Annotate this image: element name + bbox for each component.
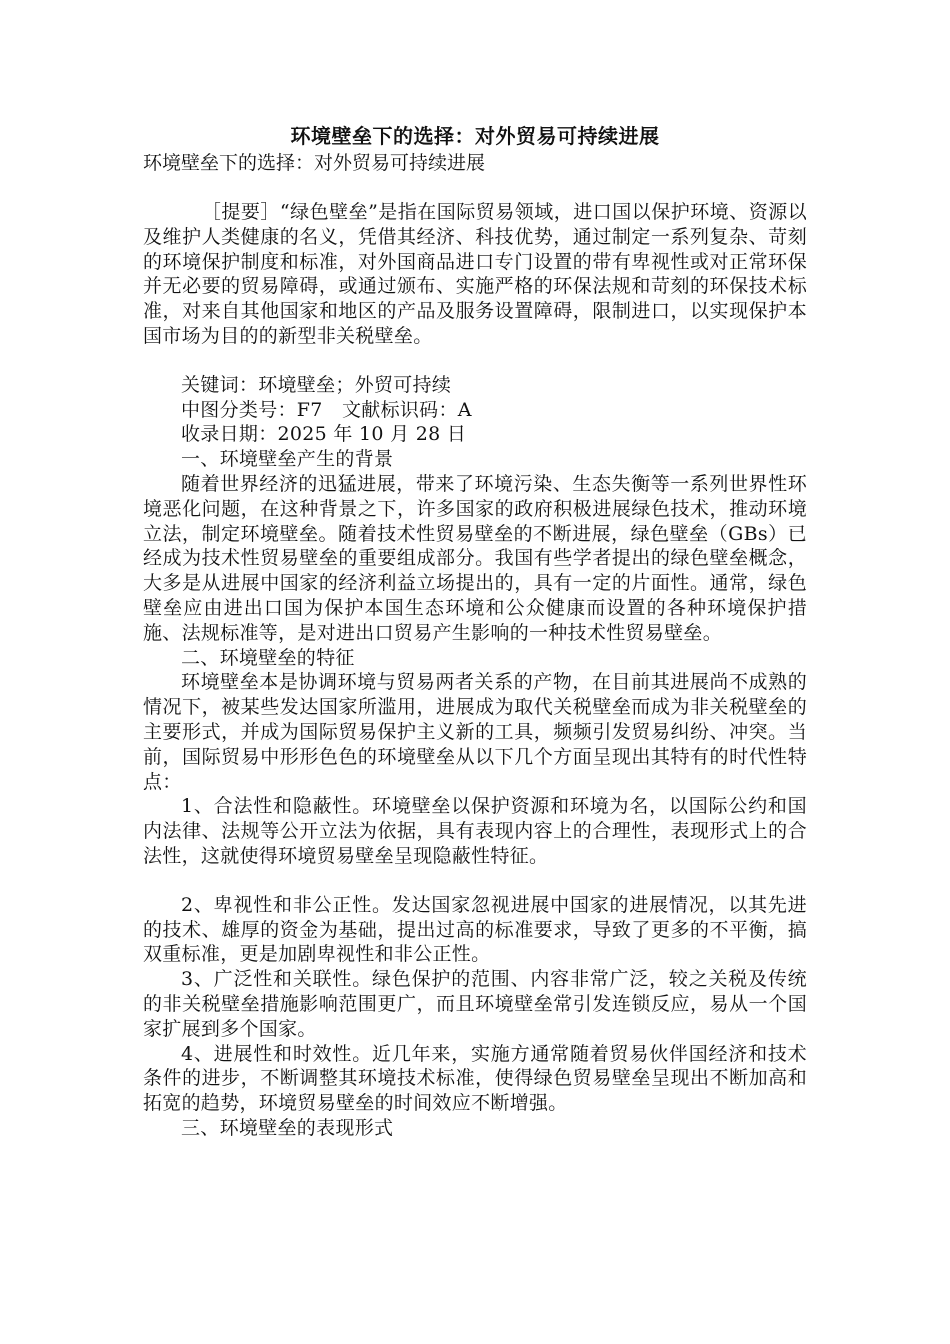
feature-item-4: 4、进展性和时效性。近几年来，实施方通常随着贸易伙伴国经济和技术条件的进步，不断调整其环境技术标准，使得绿色贸易壁垒呈现出不断加高和拓宽的趋势，环境贸易壁垒的时间效应不断增强。 [143,1042,807,1115]
metadata-block [143,373,807,447]
section-heading-1: 一、环境壁垒产生的背景 [181,448,394,471]
section-1-paragraph: 随着世界经济的迅猛进展，带来了环境污染、生态失衡等一系列世界性环境恶化问题，在这种背景之下，许多国家的政府积极进展绿色技术，推动环境立法，制定环境壁垒。随着技术性贸易壁垒的不断进展，绿色壁垒（GBs）已经成为技术性贸易壁垒的重要组成部分。我国有些学者提出的绿色壁垒概念，大多是从进展中国家的经济利益立场提出的，具有一定的片面性。通常，绿色壁垒应由进出口国为保护本国生态环境和公众健康而设置的各种环境保护措施、法规标准等，是对进出口贸易产生影响的一种技术性贸易壁垒。 [143,472,807,644]
document-subtitle: 环境壁垒下的选择：对外贸易可持续进展 [143,152,486,174]
section-2-intro-paragraph: 环境壁垒本是协调环境与贸易两者关系的产物，在目前其进展尚不成熟的情况下，被某些发达国家所滥用，进展成为取代关税壁垒而成为非关税壁垒的主要形式，并成为国际贸易保护主义新的工具，频频引发贸易纠纷、冲突。当前，国际贸易中形形色色的环境壁垒从以下几个方面呈现出其特有的时代性特点： [143,671,807,793]
feature-item-3: 3、广泛性和关联性。绿色保护的范围、内容非常广泛，较之关税及传统的非关税壁垒措施影响范围更广，而且环境壁垒常引发连锁反应，易从一个国家扩展到多个国家。 [143,968,807,1040]
abstract-paragraph: ［提要］“绿色壁垒”是指在国际贸易领域，进口国以保护环境、资源以及维护人类健康的名义，凭借其经济、科技优势，通过制定一系列复杂、苛刻的环境保护制度和标准，对外国商品进口专门设置的带有卑视性或对正常环保并无必要的贸易障碍，或通过颁布、实施严格的环保法规和苛刻的环保技术标准，对来自其他国家和地区的产品及服务设置障碍，限制进口，以实现保护本国市场为目的的新型非关税壁垒。 [143,201,807,347]
received-date-line: 收录日期：2025 年 10 月 28 日 [181,423,467,446]
document-title: 环境壁垒下的选择：对外贸易可持续进展 [290,124,660,148]
feature-item-2: 2、卑视性和非公正性。发达国家忽视进展中国家的进展情况，以其先进的技术、雄厚的资金为基础，提出过高的标准要求，导致了更多的不平衡，搞双重标准，更是加剧卑视性和非公正性。 [143,893,807,966]
section-heading-2: 二、环境壁垒的特征 [181,646,355,669]
keywords-line: 关键词：环境壁垒；外贸可持续 [181,373,452,396]
classification-line: 中图分类号：F7 文献标识码：A [181,398,472,421]
document-page [143,122,807,1141]
feature-item-1: 1、合法性和隐蔽性。环境壁垒以保护资源和环境为名，以国际公约和国内法律、法规等公开立法为依据，具有表现内容上的合理性，表现形式上的合法性，这就使得环境贸易壁垒呈现隐蔽性特征。 [143,795,807,867]
section-heading-3: 三、环境壁垒的表现形式 [181,1116,394,1139]
